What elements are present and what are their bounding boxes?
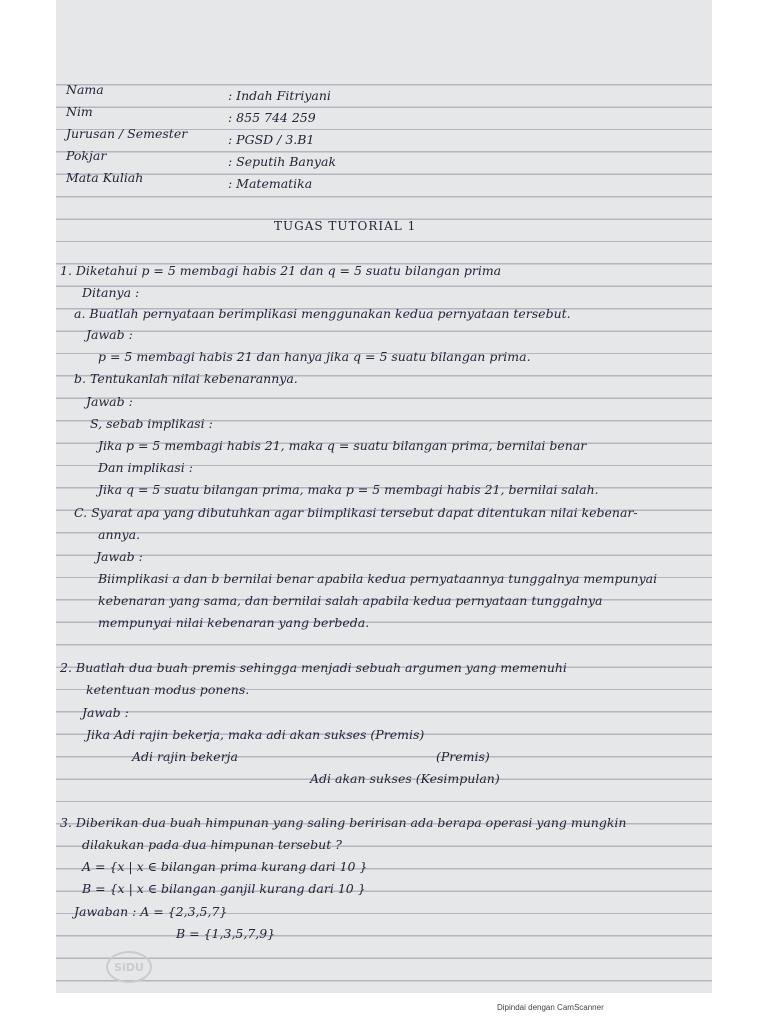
text-line: B = {x | x ∈ bilangan ganjil kurang dari 10 } xyxy=(82,881,366,896)
pokjar-value: : Seputih Banyak xyxy=(228,154,337,169)
text-line: Adi rajin bekerja xyxy=(132,749,238,764)
text-line: S, sebab implikasi : xyxy=(90,416,213,431)
jurusan-value: : PGSD / 3.B1 xyxy=(228,132,315,147)
text-line: Jawaban : A = {2,3,5,7} xyxy=(74,904,228,919)
text-line: Biimplikasi a dan b bernilai benar apabila kedua pernyataannya tunggalnya mempunyai xyxy=(98,571,658,586)
text-line: B = {1,3,5,7,9} xyxy=(176,926,276,941)
nama-value: : Indah Fitriyani xyxy=(228,88,331,103)
text-line: dilakukan pada dua himpunan tersebut ? xyxy=(82,837,342,852)
text-line: Jika q = 5 suatu bilangan prima, maka p = 5 membagi habis 21, bernilai salah. xyxy=(98,482,599,497)
nama-label: Nama xyxy=(66,82,104,97)
text-line: Jawab : xyxy=(96,549,143,564)
jurusan-label: Jurusan / Semester xyxy=(66,126,188,141)
nim-value: : 855 744 259 xyxy=(228,110,316,125)
text-line: mempunyai nilai kebenaran yang berbeda. xyxy=(98,615,370,630)
text-line: 1. Diketahui p = 5 membagi habis 21 dan q = 5 suatu bilangan prima xyxy=(60,263,502,278)
scanner-footer: Dipindai dengan CamScanner xyxy=(497,1003,604,1012)
text-line: Jawab : xyxy=(86,327,133,342)
text-line: Jika Adi rajin bekerja, maka adi akan sukses (Premis) xyxy=(86,727,425,742)
sidu-logo-watermark: SiDU xyxy=(106,951,152,983)
text-line: Jawab : xyxy=(82,705,129,720)
page-title: TUGAS TUTORIAL 1 xyxy=(274,219,417,233)
text-line: Jika p = 5 membagi habis 21, maka q = suatu bilangan prima, bernilai benar xyxy=(98,438,587,453)
text-line: Adi akan sukses (Kesimpulan) xyxy=(310,771,500,786)
text-line: b. Tentukanlah nilai kebenarannya. xyxy=(74,371,298,386)
nim-label: Nim xyxy=(66,104,93,119)
text-line: Ditanya : xyxy=(82,285,140,300)
text-line: kebenaran yang sama, dan bernilai salah apabila kedua pernyataan tunggalnya xyxy=(98,593,603,608)
matkul-value: : Matematika xyxy=(228,176,313,191)
text-line: annya. xyxy=(98,527,141,542)
text-line: 3. Diberikan dua buah himpunan yang saling beririsan ada berapa operasi yang mungkin xyxy=(60,815,627,830)
text-line: a. Buatlah pernyataan berimplikasi menggunakan kedua pernyataan tersebut. xyxy=(74,306,571,321)
text-line: p = 5 membagi habis 21 dan hanya jika q = 5 suatu bilangan prima. xyxy=(98,349,531,364)
text-line: A = {x | x ∈ bilangan prima kurang dari 10 } xyxy=(82,859,368,874)
text-line: Dan implikasi : xyxy=(98,460,193,475)
notebook-page xyxy=(56,0,712,993)
matkul-label: Mata Kuliah xyxy=(66,170,144,185)
text-line: (Premis) xyxy=(436,749,490,764)
pokjar-label: Pokjar xyxy=(66,148,107,163)
text-line: C. Syarat apa yang dibutuhkan agar biimplikasi tersebut dapat ditentukan nilai kebenar- xyxy=(74,505,638,520)
text-line: 2. Buatlah dua buah premis sehingga menjadi sebuah argumen yang memenuhi xyxy=(60,660,567,675)
text-line: Jawab : xyxy=(86,394,133,409)
text-line: ketentuan modus ponens. xyxy=(86,682,250,697)
